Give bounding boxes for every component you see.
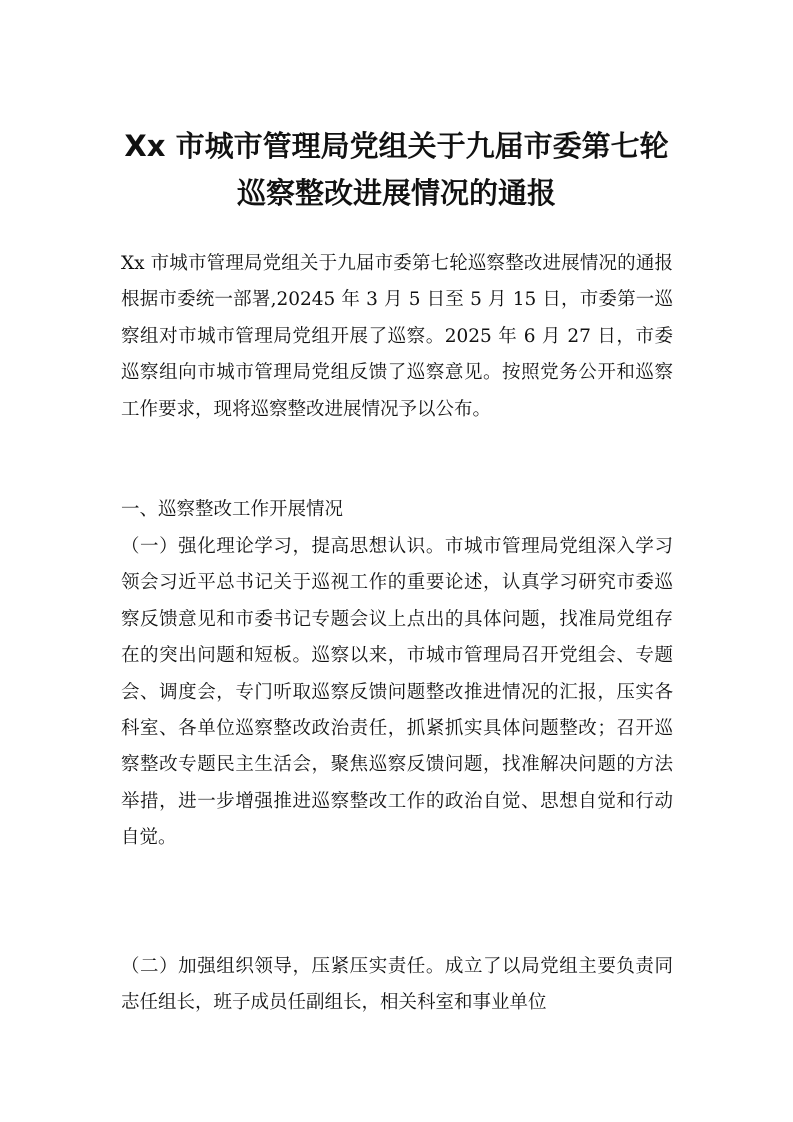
intro-paragraph: Xx 市城市管理局党组关于九届市委第七轮巡察整改进展情况的通报根据市委统一部署,20245 年 3 月 5 日至 5 月 15 日，市委第一巡察组对市城市管理局党组开展了巡察。2025 年 6 月 27 日，市委巡察组向市城市管理局党组反馈了巡察意见。按照党务公开和巡察工作要求，现将巡察整改进展情况予以公布。 [121,253,673,420]
section-1-paragraph: （一）强化理论学习，提高思想认识。市城市管理局党组深入学习领会习近平总书记关于巡视工作的重要论述，认真学习研究市委巡察反馈意见和市委书记专题会议上点出的具体问题，找准局党组存在的突出问题和短板。巡察以来，市城市管理局召开党组会、专题会、调度会，专门听取巡察反馈问题整改推进情况的汇报，压实各科室、各单位巡察整改政治责任，抓紧抓实具体问题整改；召开巡察整改专题民主生活会，聚焦巡察反馈问题，找准解决问题的方法举措，进一步增强推进巡察整改工作的政治自觉、思想自觉和行动自觉。 [121,536,673,849]
section-heading-1: 一、巡察整改工作开展情况 [121,499,344,520]
document-title-line-1: Xx 市城市管理局党组关于九届市委第七轮 [124,129,669,163]
section-2-paragraph: （二）加强组织领导，压紧压实责任。成立了以局党组主要负责同志任组长，班子成员任副组长，相关科室和事业单位 [121,956,673,1014]
document-title-line-2: 巡察整改进展情况的通报 [236,176,556,210]
